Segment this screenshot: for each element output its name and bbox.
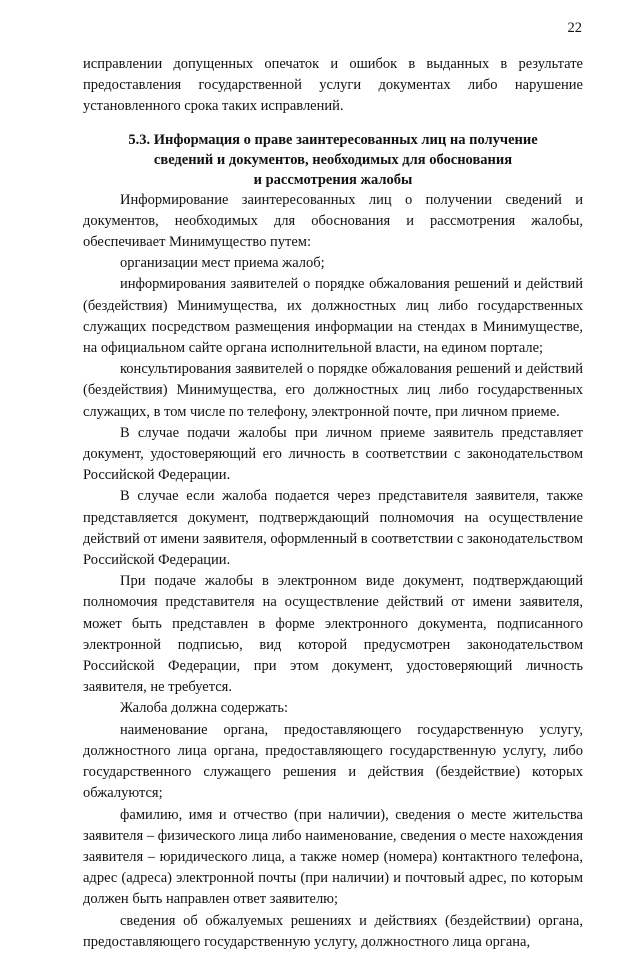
document-body xyxy=(83,54,583,953)
paragraph: В случае подачи жалобы при личном приеме заявитель представляет документ, удостоверяющий его личность в соответствии с законодательством Российской Федерации. xyxy=(83,424,583,484)
paragraph: При подаче жалобы в электронном виде документ, подтверждающий полномочия представителя на осуществление действий от имени заявителя, может быть представлен в форме электронного документа, подписанного электронной подписью, вид которой предусмотрен законодательством Российской Федерации, при этом документ, удостоверяющий личность заявителя, не требуется. xyxy=(83,573,583,696)
page-number: 22 xyxy=(567,20,582,36)
section-heading xyxy=(83,130,583,190)
paragraph: фамилию, имя и отчество (при наличии), сведения о месте жительства заявителя – физического лица либо наименование, сведения о месте нахождения заявителя – юридического лица, а также номер (номера) контактного телефона, адрес (адреса) электронной почты (при наличии) и почтовый адрес, по которым должен быть направлен ответ заявителю; xyxy=(83,806,583,908)
paragraph: сведения об обжалуемых решениях и действиях (бездействии) органа, предоставляющего государственную услугу, должностного лица органа, xyxy=(83,912,583,950)
paragraph: Жалоба должна содержать: xyxy=(120,700,289,717)
paragraph: Информирование заинтересованных лиц о получении сведений и документов, необходимых для обоснования и рассмотрения жалобы, обеспечивает Минимущество путем: xyxy=(83,191,583,251)
section-heading-line: 5.3. Информация о праве заинтересованных лиц на получение xyxy=(128,131,538,148)
intro-paragraph: исправлении допущенных опечаток и ошибок в выданных в результате предоставления государственной услуги документах либо нарушение установленного срока таких исправлений. xyxy=(83,56,583,115)
paragraph: наименование органа, предоставляющего государственную услугу, должностного лица органа, предоставляющего государственную услугу, либо государственного служащего решения и действия (бездействие) которых обжалуются; xyxy=(83,721,583,802)
section-heading-line: сведений и документов, необходимых для обоснования xyxy=(153,151,513,168)
paragraph: консультирования заявителей о порядке обжалования решений и действий (бездействия) Минимущества, его должностных лиц либо государственных служащих, в том числе по телефону, электронной почте, при личном приеме. xyxy=(83,361,583,420)
paragraph: информирования заявителей о порядке обжалования решений и действий (бездействия) Минимущества, их должностных лиц либо государственных служащих посредством размещения информации на стендах в Минимуществе, на официальном сайте органа исполнительной власти, на едином портале; xyxy=(83,276,583,357)
paragraph: В случае если жалоба подается через представителя заявителя, также представляется документ, подтверждающий полномочия на осуществление действий от имени заявителя, оформленный в соответствии с законодательством Российской Федерации. xyxy=(83,488,583,569)
section-heading-line: и рассмотрения жалобы xyxy=(253,171,413,188)
paragraph: организации мест приема жалоб; xyxy=(120,255,325,272)
